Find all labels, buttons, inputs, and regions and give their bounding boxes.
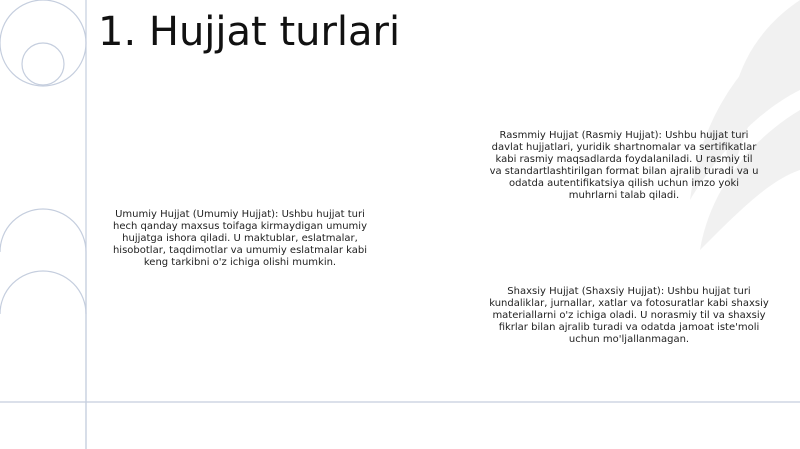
slide-title: 1. Hujjat turlari — [98, 9, 401, 55]
personal-document-paragraph: Shaxsiy Hujjat (Shaxsiy Hujjat): Ushbu hujjat turi kundaliklar, jurnallar, xatlar va fotosuratlar kabi shaxsiy materiallarni o'z ichiga oladi. U norasmiy til va shaxsiy fikrlar bilan ajralib turadi va odatda jamoat iste'moli uchun mo'ljallanmagan. — [489, 286, 769, 345]
palm-leaf-icon — [690, 0, 800, 250]
decor-arch-upper — [0, 209, 86, 449]
decor-circle-small — [22, 43, 64, 85]
decor-arch-lower — [0, 271, 86, 314]
formal-document-paragraph: Rasmmiy Hujjat (Rasmiy Hujjat): Ushbu hujjat turi davlat hujjatlari, yuridik shartnomalar va sertifikatlar kabi rasmiy maqsadlarda foydalaniladi. U rasmiy til va standartlashtirilgan format bilan ajralib turadi va u odatda autentifikatsiya qilish uchun imzo yoki muhrlarni talab qiladi. — [489, 130, 759, 201]
general-document-paragraph: Umumiy Hujjat (Umumiy Hujjat): Ushbu hujjat turi hech qanday maxsus toifaga kirmaydigan umumiy hujjatga ishora qiladi. U maktublar, eslatmalar, hisobotlar, taqdimotlar va umumiy eslatmalar kabi keng tarkibni o'z ichiga olishi mumkin. — [112, 209, 368, 268]
